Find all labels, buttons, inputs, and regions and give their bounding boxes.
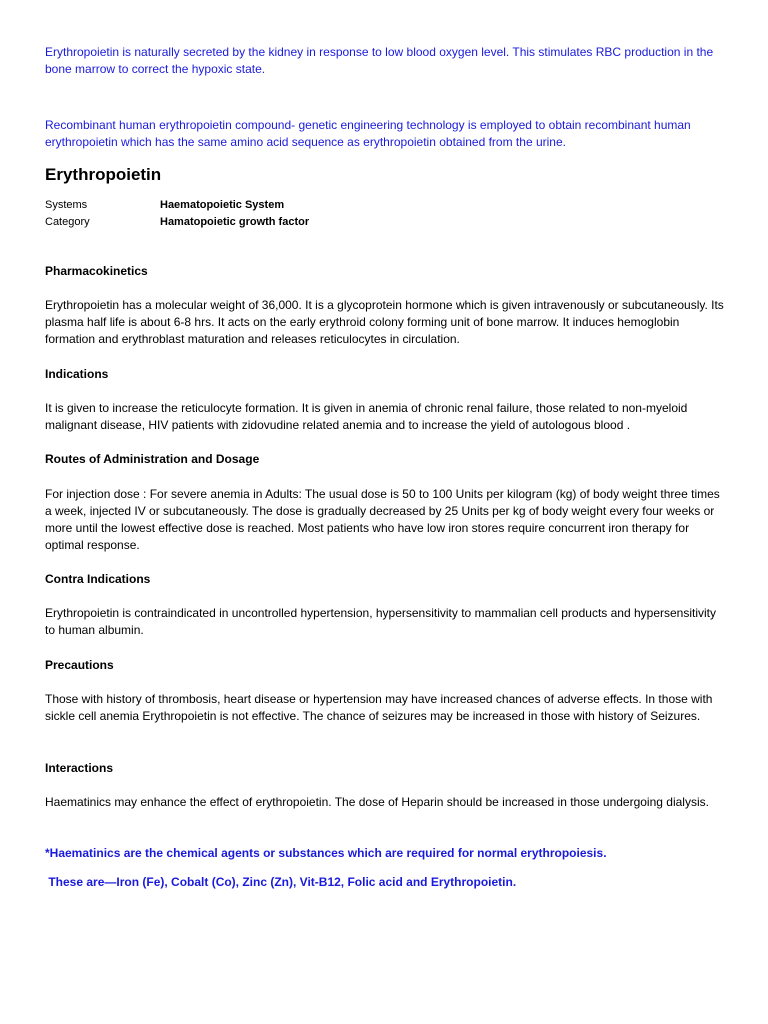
section-title-precautions: Precautions — [45, 658, 114, 672]
section-title-contra-indications: Contra Indications — [45, 572, 151, 586]
page-title: Erythropoietin — [45, 165, 162, 184]
section-body-routes: For injection dose : For severe anemia in Adults: The usual dose is 50 to 100 Units per kilogram (kg) of body weight three times a week, injected IV or subcutaneously. The dose is gradually decreased by 25 Units per kg of body weight every four weeks or more until the lowest effective dose is reached. Most patients who have low iron stores require concurrent iron therapy for optimal response. — [45, 487, 720, 552]
intro-paragraph-1: Erythropoietin is naturally secreted by the kidney in response to low blood oxygen level. This stimulates RBC production in the bone marrow to correct the hypoxic state. — [45, 45, 714, 76]
section-body-indications: It is given to increase the reticulocyte formation. It is given in anemia of chronic renal failure, those related to non-myeloid malignant disease, HIV patients with zidovudine related anemia and to increase the yield of autologous blood . — [45, 401, 688, 432]
meta-systems-label: Systems — [45, 199, 88, 211]
meta-systems-row — [45, 198, 645, 213]
section-body-pharmacokinetics: Erythropoietin has a molecular weight of 36,000. It is a glycoprotein hormone which is given intravenously or subcutaneously. Its plasma half life is about 6-8 hrs. It acts on the early erythroid colony forming unit of bone marrow. It induces hemoglobin formation and erythroblast maturation and releases reticulocytes in circulation. — [45, 298, 724, 346]
section-title-pharmacokinetics: Pharmacokinetics — [45, 264, 148, 278]
section-body-precautions: Those with history of thrombosis, heart disease or hypertension may have increased chances of adverse effects. In those with sickle cell anemia Erythropoietin is not effective. The chance of seizures may be increased in those with history of Seizures. — [45, 692, 713, 723]
section-title-interactions: Interactions — [45, 761, 114, 775]
section-title-indications: Indications — [45, 367, 109, 381]
meta-category-value: Hamatopoietic growth factor — [160, 216, 310, 228]
meta-category-row — [45, 215, 645, 230]
section-title-routes: Routes of Administration and Dosage — [45, 452, 260, 466]
intro-paragraph-2: Recombinant human erythropoietin compound- genetic engineering technology is employed to obtain recombinant human erythropoietin which has the same amino acid sequence as erythropoietin obtained from the urine. — [45, 118, 691, 149]
note-haematinics: *Haematinics are the chemical agents or substances which are required for normal erythropoiesis. — [45, 846, 607, 860]
note-these-are: These are—Iron (Fe), Cobalt (Co), Zinc (Zn), Vit-B12, Folic acid and Erythropoietin. — [45, 875, 517, 889]
meta-category-label: Category — [45, 216, 90, 228]
section-body-contra-indications: Erythropoietin is contraindicated in uncontrolled hypertension, hypersensitivity to mammalian cell products and hypersensitivity to human albumin. — [45, 606, 717, 637]
meta-systems-value: Haematopoietic System — [160, 199, 285, 211]
section-body-interactions: Haematinics may enhance the effect of erythropoietin. The dose of Heparin should be increased in those undergoing dialysis. — [45, 795, 709, 809]
